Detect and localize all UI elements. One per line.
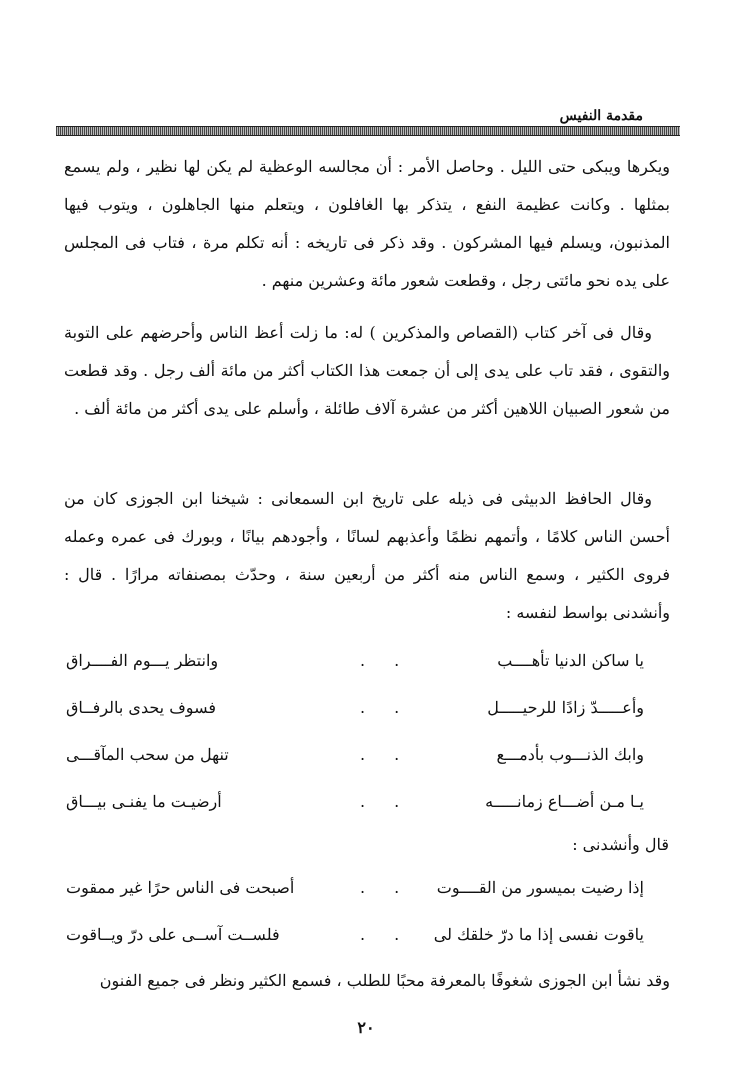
verse-separator: . .	[360, 698, 412, 717]
paragraph-4: وقد نشأ ابن الجوزى شغوفًا بالمعرفة محبًا للطلب ، فسمع الكثير ونظر فى جميع الفنون	[99, 971, 670, 990]
verse-second-hemistich: وانتظر يـــوم الفــــراق	[66, 651, 219, 670]
verse-first-hemistich: يـا مـن أضـــاع زمانـــــه	[485, 792, 644, 811]
verse-first-hemistich: وابك الذنـــوب بأدمـــع	[496, 745, 644, 764]
verse-separator: . .	[360, 925, 412, 944]
header-rule	[56, 126, 680, 136]
paragraph-3: وقال الحافظ الدبيثى فى ذيله على تاريخ ابن السمعانى : شيخنا ابن الجوزى كان من أحسن الناس كلامًا ، وأتمهم نظمًا وأعذبهم لسانًا ، وأجودهم بيانًا ، وبورك فى عمره وعمله فروى الكثير ، وسمع الناس منه أكثر من أربعين سنة ، وحدّث بمصنفاته مرارًا . قال : وأنشدنى بواسط لنفسه :	[64, 489, 670, 622]
verse-first-hemistich: يا ساكن الدنيا تأهــــب	[497, 651, 644, 670]
verse-second-hemistich: تنهل من سحب المآقـــى	[66, 745, 229, 764]
verse-line	[60, 920, 670, 950]
verse-second-hemistich: أصبحت فى الناس حرًا غير ممقوت	[66, 878, 295, 897]
running-title: مقدمة النفيس	[559, 108, 643, 124]
verse-line	[60, 693, 670, 723]
verse-separator: . .	[360, 792, 412, 811]
verse-first-hemistich: ياقوت نفسى إذا ما درّ خلقك لى	[433, 925, 644, 944]
verse-second-hemistich: فلســت آســى على درّ ويــاقوت	[66, 925, 280, 944]
paragraph-1: ويكرها ويبكى حتى الليل . وحاصل الأمر : أن مجالسه الوعظية لم يكن لها نظير ، ولم يسمع بمثلها . وكانت عظيمة النفع ، يتذكر بها الغافلون ، ويتعلم منها الجاهلون ، ويتوب فيها المذنبون، ويسلم فيها المشركون . وقد ذكر فى تاريخه : أنه تكلم مرة ، فتاب فى المجلس على يده نحو مائتى رجل ، وقطعت شعور مائة وعشرين منهم .	[64, 157, 670, 290]
verse-separator: . .	[360, 745, 412, 764]
verse-line	[60, 787, 670, 817]
verse-second-hemistich: أرضيـت ما يفنـى بيـــاق	[66, 792, 222, 811]
verse-separator: . .	[360, 878, 412, 897]
paragraph-2: وقال فى آخر كتاب (القصاص والمذكرين ) له: ما زلت أعظ الناس وأحرضهم على التوبة والتقوى ، فقد تاب على يدى إلى أن جمعت هذا الكتاب أكثر من مائة ألف رجل . وقد قطعت من شعور الصبيان اللاهين أكثر من عشرة آلاف طائلة ، وأسلم على يدى أكثر من مائة ألف .	[64, 323, 670, 418]
verse-line	[60, 646, 670, 676]
verse-intro-label: قال وأنشدنى :	[572, 835, 669, 854]
page-number: ٢٠	[357, 1018, 375, 1037]
verse-line	[60, 740, 670, 770]
verse-separator: . .	[360, 651, 412, 670]
verse-first-hemistich: إذا رضيت بميسور من القــــوت	[436, 878, 644, 897]
verse-line	[60, 873, 670, 903]
verse-second-hemistich: فسوف يحدى بالرفــاق	[66, 698, 216, 717]
verse-first-hemistich: وأعـــــدّ زادًا للرحيـــــل	[487, 698, 644, 717]
